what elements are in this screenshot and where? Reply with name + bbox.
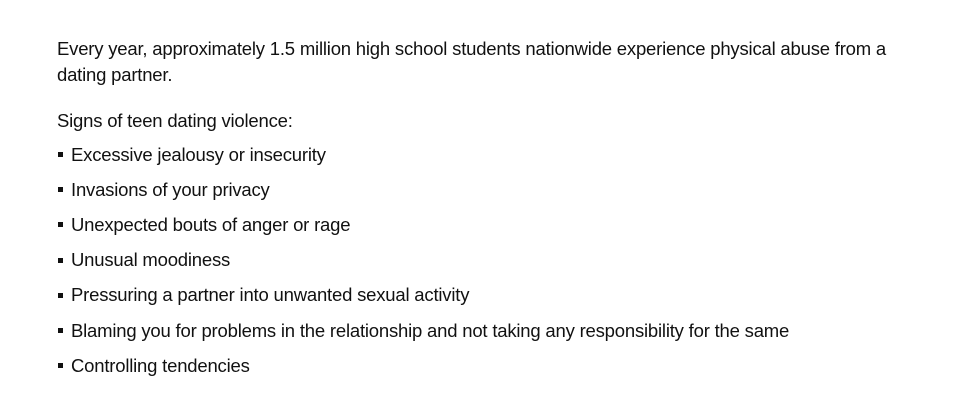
square-bullet-icon [58, 328, 63, 333]
list-item-text: Unexpected bouts of anger or rage [71, 213, 351, 235]
list-item-text: Invasions of your privacy [71, 178, 270, 200]
signs-list [57, 137, 937, 383]
signs-heading: Signs of teen dating violence: [57, 110, 293, 131]
list-item-text: Pressuring a partner into unwanted sexual activity [71, 284, 470, 306]
document-body [57, 36, 937, 383]
list-item-text: Excessive jealousy or insecurity [71, 143, 326, 165]
square-bullet-icon [58, 363, 63, 368]
list-item [57, 137, 937, 172]
list-item-text: Unusual moodiness [71, 249, 231, 271]
intro-paragraph: Every year, approximately 1.5 million high school students nationwide experience physical abuse from a dating partner. [57, 38, 887, 85]
list-item-text: Controlling tendencies [71, 354, 250, 376]
square-bullet-icon [58, 293, 63, 298]
square-bullet-icon [58, 187, 63, 192]
square-bullet-icon [58, 258, 63, 263]
square-bullet-icon [58, 222, 63, 227]
list-item [57, 278, 937, 313]
list-item [57, 172, 937, 207]
list-item [57, 348, 937, 383]
list-item [57, 243, 937, 278]
list-item [57, 313, 937, 348]
square-bullet-icon [58, 152, 63, 157]
list-item-text: Blaming you for problems in the relationship and not taking any responsibility for the same [71, 319, 790, 341]
list-item [57, 207, 937, 242]
